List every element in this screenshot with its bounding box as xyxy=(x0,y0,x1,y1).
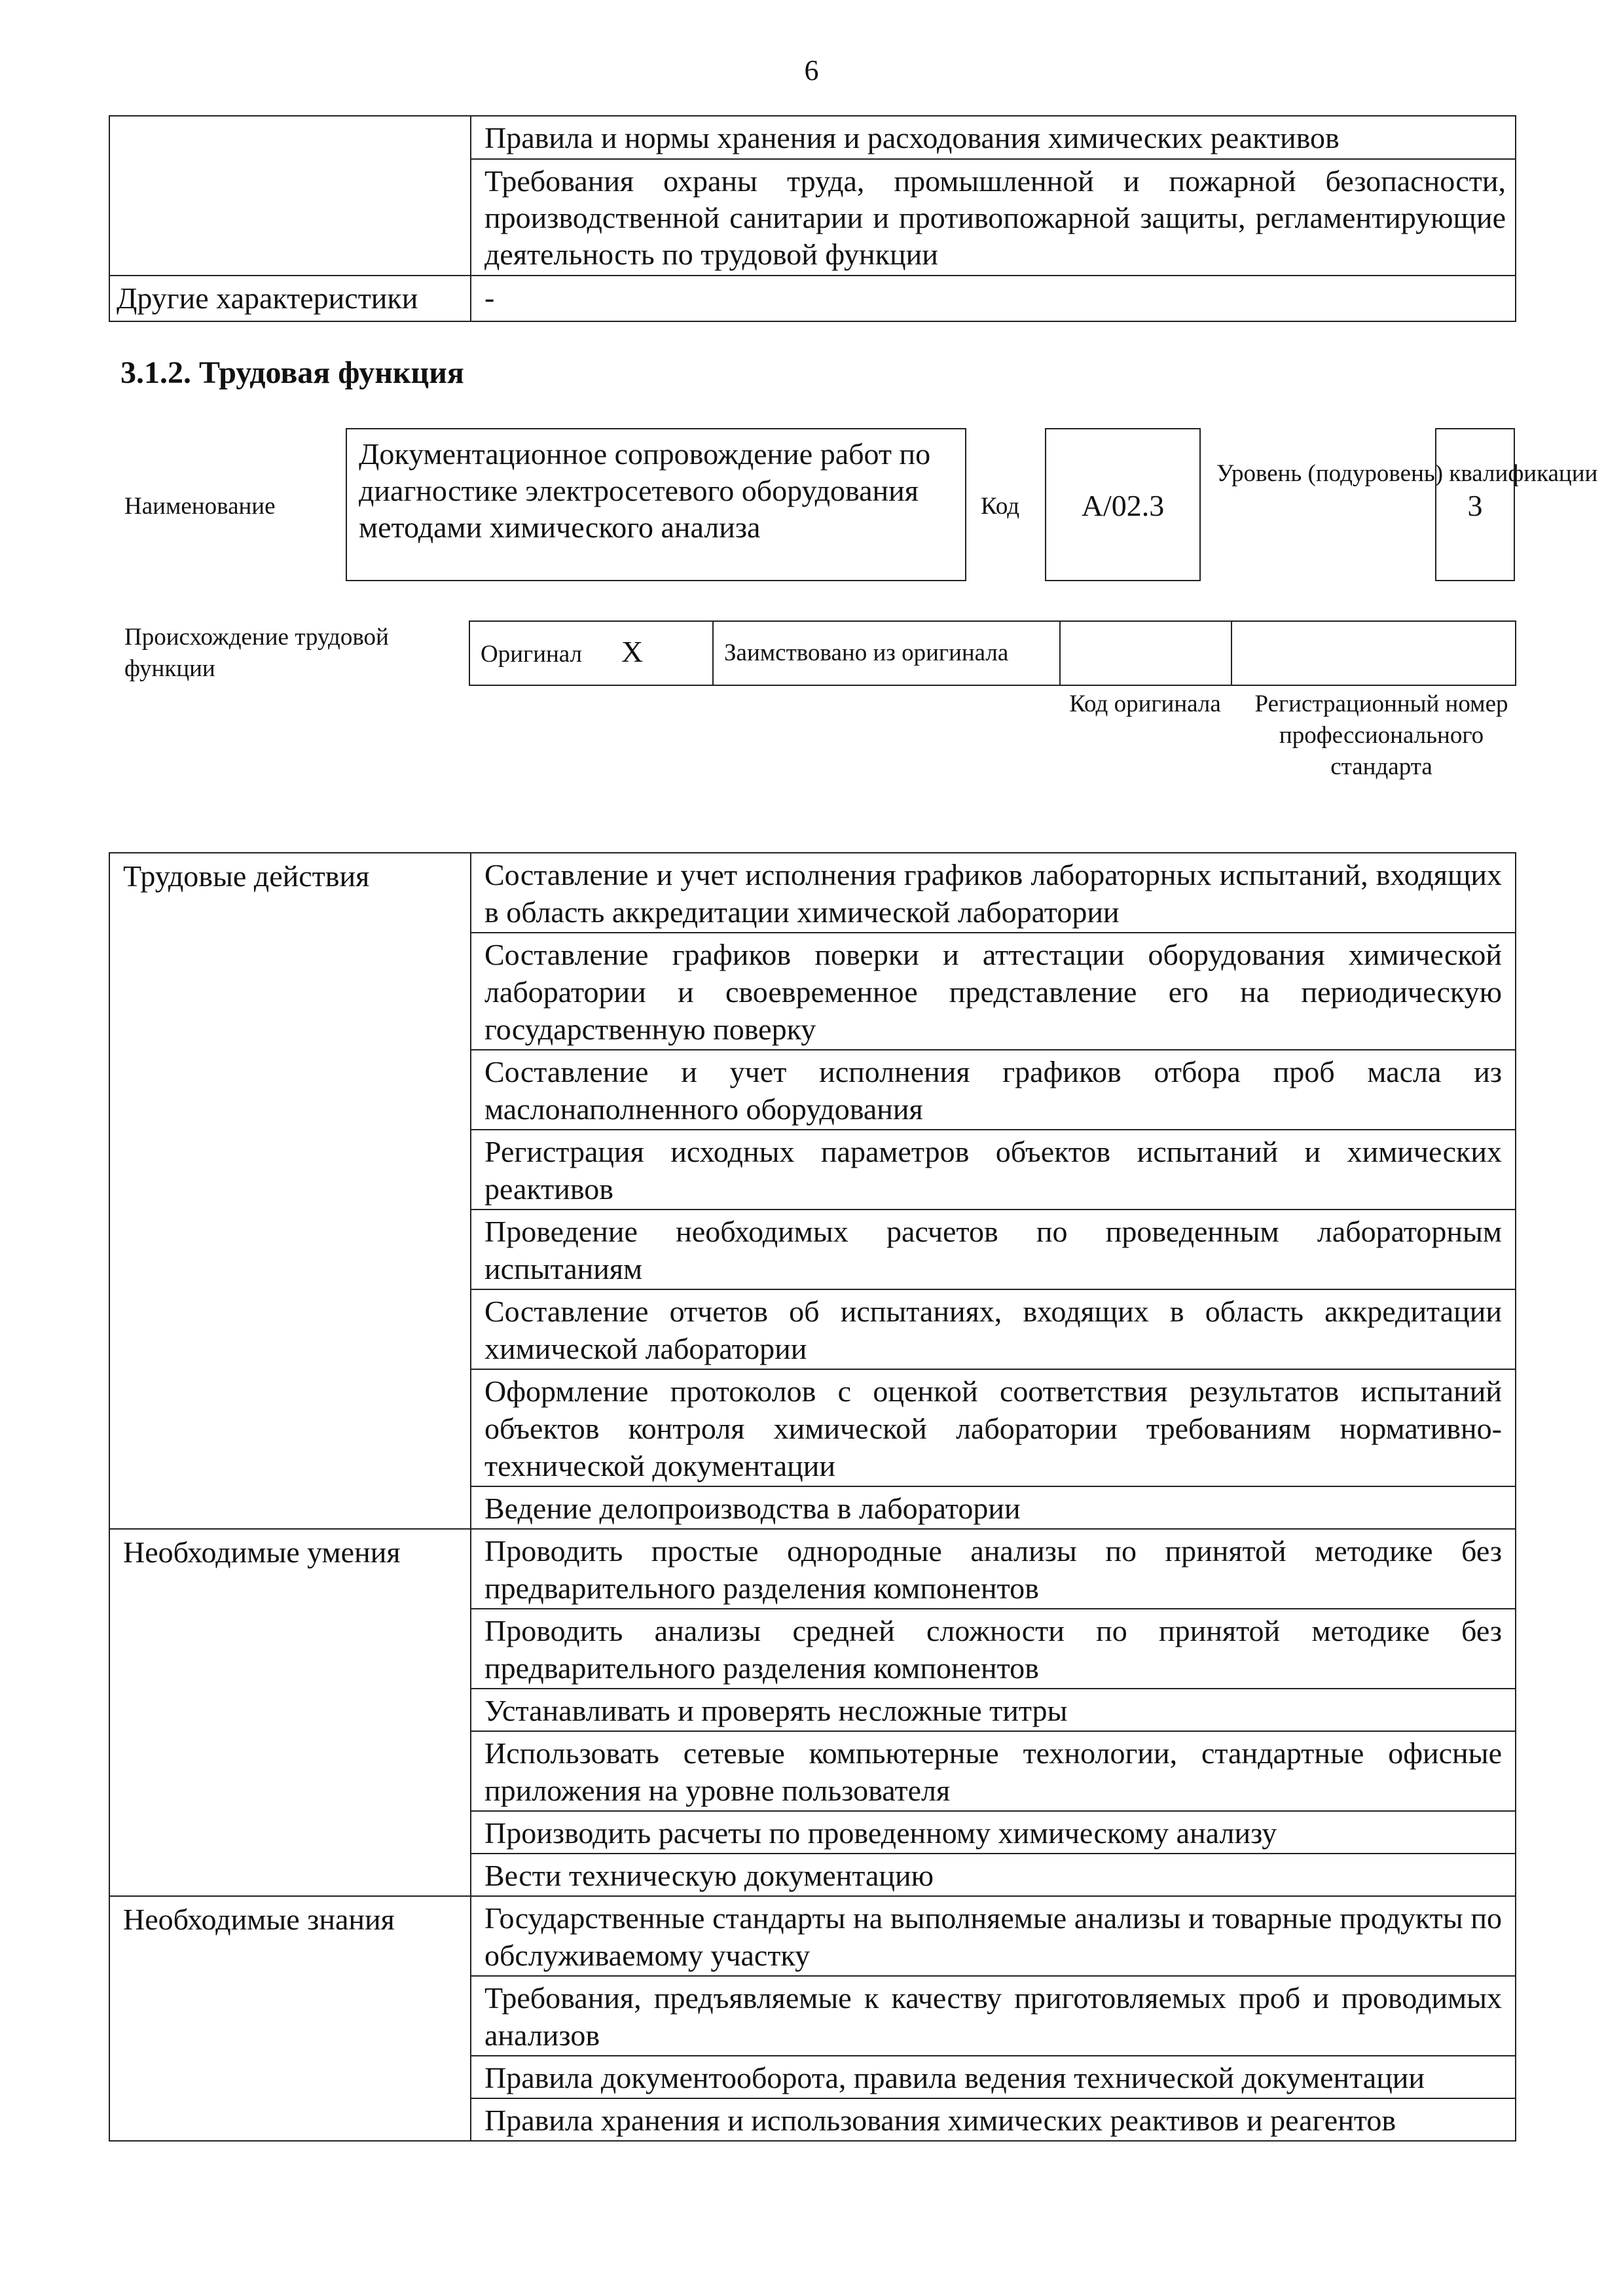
labor-actions-item: Ведение делопроизводства в лаборатории xyxy=(471,1486,1516,1529)
required-skills-item: Производить расчеты по проведенному химическому анализу xyxy=(471,1811,1516,1854)
labor-actions-label: Трудовые действия xyxy=(109,853,471,1529)
other-characteristics-label: Другие характеристики xyxy=(109,276,471,321)
required-skills-item: Проводить простые однородные анализы по принятой методике без предварительного разделения компонентов xyxy=(471,1529,1516,1609)
required-knowledge-label: Необходимые знания xyxy=(109,1896,471,2141)
required-knowledge-item: Правила документооборота, правила ведения технической документации xyxy=(471,2056,1516,2098)
labor-actions-item: Регистрация исходных параметров объектов испытаний и химических реактивов xyxy=(471,1130,1516,1210)
table-row xyxy=(109,853,1516,933)
labor-actions-item: Оформление протоколов с оценкой соответствия результатов испытаний объектов контроля химической лаборатории требованиям нормативно-технической документации xyxy=(471,1369,1516,1486)
table-row xyxy=(109,1896,1516,1976)
other-characteristics-value: - xyxy=(471,276,1516,321)
table-row xyxy=(109,1529,1516,1609)
function-code: А/02.3 xyxy=(1045,428,1201,581)
required-knowledge-item: Требования, предъявляемые к качеству приготовляемых проб и проводимых анализов xyxy=(471,1976,1516,2056)
labor-actions-item: Составление отчетов об испытаниях, входящих в область аккредитации химической лаборатории xyxy=(471,1289,1516,1369)
labor-actions-item: Проведение необходимых расчетов по проведенным лабораторным испытаниям xyxy=(471,1210,1516,1289)
code-label: Код xyxy=(981,493,1020,520)
knowledge-item: Правила и нормы хранения и расходования химических реактивов xyxy=(471,116,1516,159)
table-row xyxy=(109,116,1516,159)
function-name: Документационное сопровождение работ по диагностике электросетевого оборудования методами химического анализа xyxy=(346,428,966,581)
section-title: 3.1.2. Трудовая функция xyxy=(120,355,464,390)
original-label: Оригинал xyxy=(481,641,583,668)
qualification-level-value: 3 xyxy=(1435,428,1515,581)
original-code-cell xyxy=(1060,621,1231,685)
page-number: 6 xyxy=(804,54,819,86)
empty-label-cell xyxy=(109,116,471,276)
labor-actions-item: Составление и учет исполнения графиков отбора проб масла из маслонаполненного оборудования xyxy=(471,1050,1516,1130)
original-mark: Х xyxy=(621,635,644,668)
labor-actions-item: Составление и учет исполнения графиков лабораторных испытаний, входящих в область аккредитации химической лаборатории xyxy=(471,853,1516,933)
labor-actions-item: Составление графиков поверки и аттестации оборудования химической лаборатории и своевременное представление его на периодическую государственную поверку xyxy=(471,933,1516,1050)
required-skills-item: Устанавливать и проверять несложные титры xyxy=(471,1689,1516,1731)
function-details-body xyxy=(109,853,1516,2141)
registration-number-cell xyxy=(1231,621,1516,685)
origin-table xyxy=(469,620,1516,686)
table-row xyxy=(469,621,1516,685)
required-skills-label: Необходимые умения xyxy=(109,1529,471,1896)
table-row xyxy=(109,276,1516,321)
name-label: Наименование xyxy=(124,493,276,520)
required-skills-item: Вести техническую документацию xyxy=(471,1854,1516,1896)
required-skills-item: Проводить анализы средней сложности по принятой методике без предварительного разделения компонентов xyxy=(471,1609,1516,1689)
original-code-caption: Код оригинала xyxy=(1069,691,1221,717)
required-skills-item: Использовать сетевые компьютерные технологии, стандартные офисные приложения на уровне пользователя xyxy=(471,1731,1516,1811)
origin-label: Происхождение трудовой функции xyxy=(124,624,389,682)
borrowed-label: Заимствовано из оригинала xyxy=(713,621,1060,685)
knowledge-item: Требования охраны труда, промышленной и пожарной безопасности, производственной санитарии и противопожарной защиты, регламентирующие деятельность по трудовой функции xyxy=(471,159,1516,276)
function-details-table xyxy=(109,852,1516,2142)
original-cell xyxy=(469,621,713,685)
required-knowledge-item: Государственные стандарты на выполняемые анализы и товарные продукты по обслуживаемому участку xyxy=(471,1896,1516,1976)
registration-number-caption: Регистрационный номер профессионального стандарта xyxy=(1254,691,1508,780)
required-knowledge-item: Правила хранения и использования химических реактивов и реагентов xyxy=(471,2098,1516,2141)
continuation-table xyxy=(109,115,1516,322)
qualification-level-label: Уровень (подуровень) квалификации xyxy=(1216,460,1598,487)
